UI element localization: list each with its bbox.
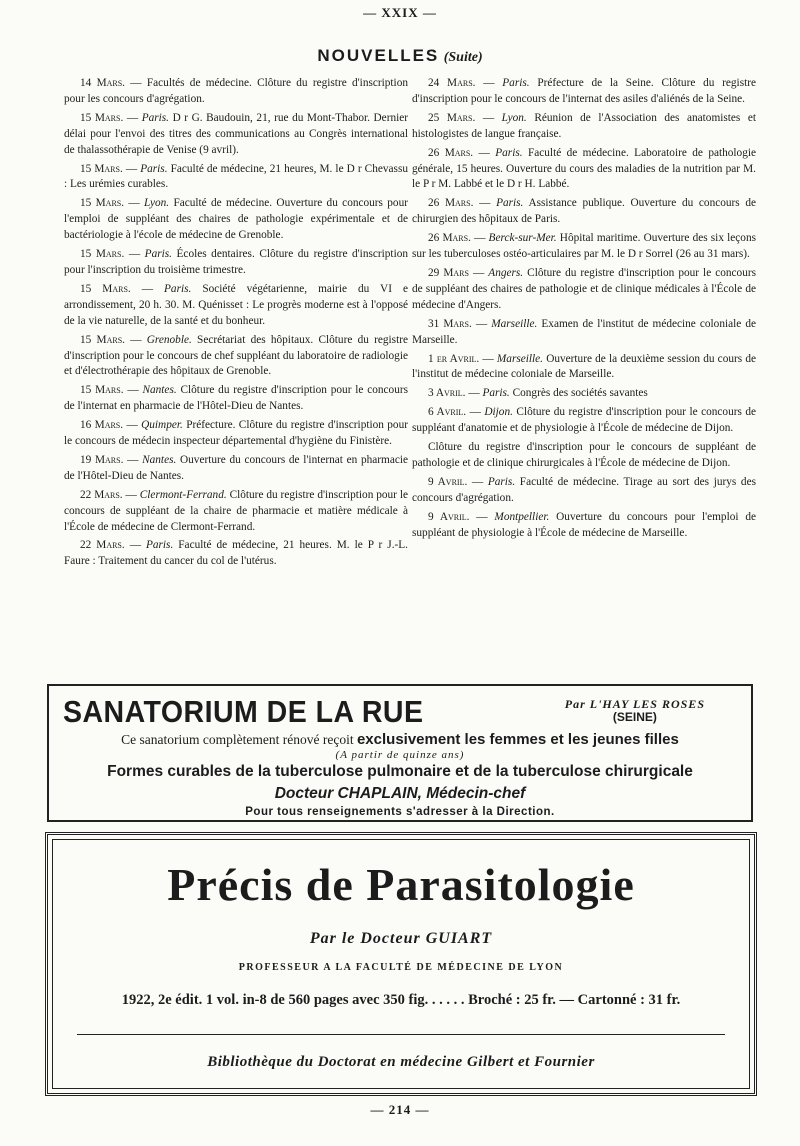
news-entry-place: Marseille. [496,352,544,365]
page-number: — 214 — [370,1102,430,1117]
news-entry-text: — Facultés de médecine. Clôture du registre d'inscription pour les concours d'agrégation. [64,77,408,105]
news-entry-date: 15 Mars. [80,162,123,175]
precis-divider [77,1034,725,1035]
news-entry-place: Berck-sur-Mer. [488,232,557,245]
news-entry-date: 9 Avril. [428,510,470,523]
news-entry-date: 24 Mars. [428,77,476,89]
news-entry-date: 15 Mars. [80,111,124,124]
news-entry-place: Paris. [482,387,510,400]
news-entry-place: Marseille. [491,317,538,330]
news-entry-date: 22 Mars. [80,539,125,552]
news-entry-text: Faculté de médecine. Tirage au sort des jurys des concours d'agrégation. [412,475,756,504]
sanatorium-forms: Formes curables de la tuberculose pulmonaire et de la tuberculose chirurgicale [107,763,693,780]
news-entry: 1 er Avril. — Marseille. Ouverture de la deuxième session du cours de l'institut de médecine coloniale de Marseille. [412,352,756,381]
news-entry-text: Clôture du registre d'inscription pour le concours de suppléant de la chaire de pharmacie et matière médicale à l'École de médecine de Clermont-Ferrand. [64,488,409,533]
news-entry-date: 9 Avril. [428,475,468,488]
news-entry-text: Préfecture. Clôture du registre d'inscription pour le concours de médecin inspecteur départemental d'hygiène du Finistère. [64,419,408,448]
news-entry-place: Paris. [141,111,170,124]
news-entry: 19 Mars. — Nantes. Ouverture du concours de l'internat en pharmacie de l'Hôtel-Dieu de Nantes. [64,453,408,482]
section-title-suite: (Suite) [443,50,483,65]
right-news-column [412,76,756,544]
news-entry-date: 14 Mars. [80,77,126,89]
news-entry-place: Paris. [164,282,192,295]
news-entry-place: Lyon. [501,111,527,124]
news-entry [412,440,756,472]
news-entry: 6 Avril. — Dijon. Clôture du registre d'inscription pour le concours de suppléant d'anatomie et de physiologie à l'École de médecine de Dijon. [412,406,757,435]
news-entry-text: Examen de l'institut de médecine coloniale de Marseille. [412,317,756,346]
news-entry: 9 Avril. — Paris. Faculté de médecine. Tirage au sort des jurys des concours d'agrégation. [412,475,756,504]
news-entry-text: Clôture du registre d'inscription pour le concours de suppléant de pathologie et de clinique chirurgicales à l'École de médecine de Dijon. [412,441,756,469]
precis-library: Bibliothèque du Doctorat en médecine Gilbert et Fournier [207,1054,595,1070]
news-entry-text: Assistance publique. Ouverture du concours de chirurgien des hôpitaux de Paris. [412,197,757,226]
news-entry: 26 Mars. — Paris. Assistance publique. Ouverture du concours de chirurgien des hôpitaux de Paris. [412,197,757,226]
news-entry-date: 19 Mars. [80,453,124,466]
roman-page-number: — XXIX — [363,5,437,20]
precis-edition-details: 1922, 2e édit. 1 vol. in-8 de 560 pages avec 350 fig. . . . . . Broché : 25 fr. — Cartonné : 31 fr. [121,992,681,1008]
news-entry [64,76,408,108]
news-entry: 31 Mars. — Marseille. Examen de l'institut de médecine coloniale de Marseille. [412,317,756,346]
section-title-text: NOUVELLES [317,46,440,65]
news-entry-date: 25 Mars. [428,111,476,124]
news-entry-text: Ouverture du concours pour l'emploi de suppléant de physiologie à l'École de médecine de Marseille. [412,510,756,539]
news-entry: 22 Mars. — Clermont-Ferrand. Clôture du registre d'inscription pour le concours de suppléant de la chaire de pharmacie et matière médicale à l'École de médecine de Clermont-Ferrand. [64,488,409,533]
news-entry-text: Ouverture de la deuxième session du cours de l'institut de médecine coloniale de Marseille. [412,352,756,381]
precis-advertisement [45,832,757,1096]
news-entry-text: D r G. Baudouin, 21, rue du Mont-Thabor. Dernier délai pour l'envoi des titres des communications au Congrès international de thalassothérapie de Venise (9 avril). [64,111,409,156]
sanatorium-title: SANATORIUM DE LA RUE [63,694,424,729]
news-entry-text: Faculté de médecine, 21 heures. M. le P r J.-L. Faure : Traitement du cancer du col de l'utérus. [64,539,409,568]
news-entry-text: Faculté de médecine, 21 heures, M. le D r Chevassu : Les urémies curables. [64,162,408,191]
news-entry-date: 6 Avril. [428,406,467,419]
news-entry-date: 29 Mars [428,266,469,279]
precis-professorship: PROFESSEUR A LA FACULTÉ DE MÉDECINE DE LYON [238,962,564,973]
news-entry-place: Paris. [140,162,168,175]
news-entry-place: Clermont-Ferrand. [139,488,227,501]
news-entry-text: Clôture du registre d'inscription pour le concours de l'internat en pharmacie de l'Hôtel-Dieu de Nantes. [64,384,408,413]
news-entry-text: Faculté de médecine. Laboratoire de pathologie générale, 15 heures. Ouverture du cours des maladies de la nutrition par M. le P r M. Labbé et le D r H. Labbé. [412,146,757,191]
news-entry-place: Paris. [495,146,523,159]
news-entry-text: Secrétariat des hôpitaux. Clôture du registre d'inscription pour le concours de chef suppléant du laboratoire de radiologie et d'électrothérapie des hôpitaux de Grenoble. [64,333,408,378]
news-entry-text: Ouverture du concours de l'internat en pharmacie de l'Hôtel-Dieu de Nantes. [64,453,408,482]
news-entry-place: Nantes. [142,384,177,397]
news-entry: 15 Mars. — Paris. D r G. Baudouin, 21, rue du Mont-Thabor. Dernier délai pour l'envoi des titres des communications au Congrès international de thalassothérapie de Venise (9 avril). [64,111,409,156]
news-entry-text: Congrès des sociétés savantes [512,387,648,400]
sanatorium-age-note: (A partir de quinze ans) [335,749,465,761]
news-entry-date: 15 Mars. [80,282,131,295]
left-news-column [64,76,408,573]
news-entry-text: Préfecture de la Seine. Clôture du registre d'inscription pour le concours de l'internat des asiles d'aliénés de la Seine. [412,77,757,105]
news-entry: 15 Mars. — Lyon. Faculté de médecine. Ouverture du concours pour l'emploi de suppléant des chaires de pathologie expérimentale et de bactériologie à l'école de médecine de Grenoble. [64,197,408,242]
news-entry: 25 Mars. — Lyon. Réunion de l'Association des anatomistes et histologistes de langue française. [412,111,757,140]
news-entry-place: Grenoble. [146,333,192,346]
sanatorium-doctor: Docteur CHAPLAIN, Médecin-chef [274,785,526,802]
precis-title: Précis de Parasitologie [167,859,635,910]
sanatorium-line-1-plain: Ce sanatorium complètement rénové reçoit [121,732,354,747]
news-entry-date: 31 Mars. [428,317,472,330]
news-entry: 24 Mars. — Paris. Préfecture de la Seine. Clôture du registre d'inscription pour le concours de l'internat des asiles d'aliénés de la Seine. [412,77,757,105]
news-entry-place: Paris. [145,539,174,552]
news-entry-place: Angers. [488,266,524,279]
news-entry-place: Nantes. [142,453,177,466]
precis-author: Par le Docteur GUIART [309,930,493,947]
sanatorium-department: (SEINE) [612,710,657,724]
news-entry-date: 26 Mars. [428,232,471,245]
news-entry-date: 15 Mars. [80,197,125,210]
news-entry-place: Montpellier. [494,510,550,523]
news-entry: 16 Mars. — Quimper. Préfecture. Clôture du registre d'inscription pour le concours de médecin inspecteur départemental d'hygiène du Finistère. [64,419,408,448]
news-entry-text: Clôture du registre d'inscription pour le concours de suppléant des chaires de pathologie et de clinique médicales à l'École de médecine d'Angers. [412,266,757,311]
news-entry: 15 Mars. — Nantes. Clôture du registre d'inscription pour le concours de l'internat en pharmacie de l'Hôtel-Dieu de Nantes. [64,384,408,413]
news-entry: 22 Mars. — Paris. Faculté de médecine, 21 heures. M. le P r J.-L. Faure : Traitement du cancer du col de l'utérus. [64,539,409,568]
news-entry: 26 Mars. — Berck-sur-Mer. Hôpital maritime. Ouverture des six leçons sur les tuberculoses ostéo-articulaires par M. le D r Sorrel (26 au 31 mars). [412,232,756,261]
news-entry-place: Quimper. [141,419,183,432]
news-entry-date: 1 er Avril. [428,352,480,365]
news-entry-date: 15 Mars. [80,248,125,261]
news-entry-text: Réunion de l'Association des anatomistes et histologistes de langue française. [412,111,757,140]
news-entry-place: Lyon. [144,197,170,210]
news-entry-text: Faculté de médecine. Ouverture du concours pour l'emploi de suppléant des chaires de pathologie expérimentale et de bactériologie à l'école de médecine de Grenoble. [64,197,408,242]
news-entry-place: Dijon. [484,406,513,419]
news-entry-date: 16 Mars. [80,419,124,432]
news-entry: 15 Mars. — Grenoble. Secrétariat des hôpitaux. Clôture du registre d'inscription pour le concours de chef suppléant du laboratoire de radiologie et d'électrothérapie des hôpitaux de Grenoble. [64,333,408,378]
news-entry: 29 Mars — Angers. Clôture du registre d'inscription pour le concours de suppléant des chaires de pathologie et de clinique médicales à l'École de médecine d'Angers. [412,266,757,311]
news-entry: 15 Mars. — Paris. Société végétarienne, mairie du VI e arrondissement, 20 h. 30. M. Quénisset : Le progrès moderne est à l'opposé de la vie naturelle, de la santé et du bonheur. [64,282,408,327]
news-entry: 15 Mars. — Paris. Écoles dentaires. Clôture du registre d'inscription pour l'inscription du troisième trimestre. [64,248,409,276]
precis-inner-frame [52,839,750,1089]
news-entry-date: 26 Mars. [428,146,474,159]
sanatorium-line-1 [49,731,751,748]
news-entry-text: Écoles dentaires. Clôture du registre d'inscription pour l'inscription du troisième trimestre. [64,248,409,276]
news-entry-date: 15 Mars. [80,333,125,346]
news-entry-place: Paris. [144,248,172,261]
news-entry-date: 26 Mars. [428,197,474,210]
news-entry-text: Clôture du registre d'inscription pour le concours de suppléant d'anatomie et de physiologie à l'École de médecine de Dijon. [412,406,757,435]
section-title [0,46,800,66]
news-entry-text: Société végétarienne, mairie du VI e arrondissement, 20 h. 30. M. Quénisset : Le progrès moderne est à l'opposé de la vie naturelle, de la santé et du bonheur. [64,282,408,327]
news-entry: 15 Mars. — Paris. Faculté de médecine, 21 heures, M. le D r Chevassu : Les urémies curables. [64,162,408,191]
news-entry-text: Hôpital maritime. Ouverture des six leçons sur les tuberculoses ostéo-articulaires par M. le D r Sorrel (26 au 31 mars). [412,232,756,261]
news-entry: 26 Mars. — Paris. Faculté de médecine. Laboratoire de pathologie générale, 15 heures. Ouverture du cours des maladies de la nutrition par M. le P r M. Labbé et le D r H. Labbé. [412,146,757,191]
sanatorium-location [565,698,705,724]
sanatorium-location-name: Par L'HAY LES ROSES [564,697,705,711]
news-entry-place: Paris. [496,197,524,210]
news-entry: 9 Avril. — Montpellier. Ouverture du concours pour l'emploi de suppléant de physiologie à l'École de médecine de Marseille. [412,510,756,539]
news-entry-date: 3 Avril. [428,387,466,400]
news-entry: 3 Avril. — Paris. Congrès des sociétés savantes [428,387,648,400]
news-entry-place: Paris. [502,77,530,89]
news-entry-date: 15 Mars. [80,384,124,397]
sanatorium-line-1-strong: exclusivement les femmes et les jeunes filles [356,731,679,748]
sanatorium-advertisement [47,684,753,822]
news-entry-place: Paris. [487,475,516,488]
news-entry-date: 22 Mars. [80,488,123,501]
sanatorium-contact: Pour tous renseignements s'adresser à la Direction. [245,806,555,818]
